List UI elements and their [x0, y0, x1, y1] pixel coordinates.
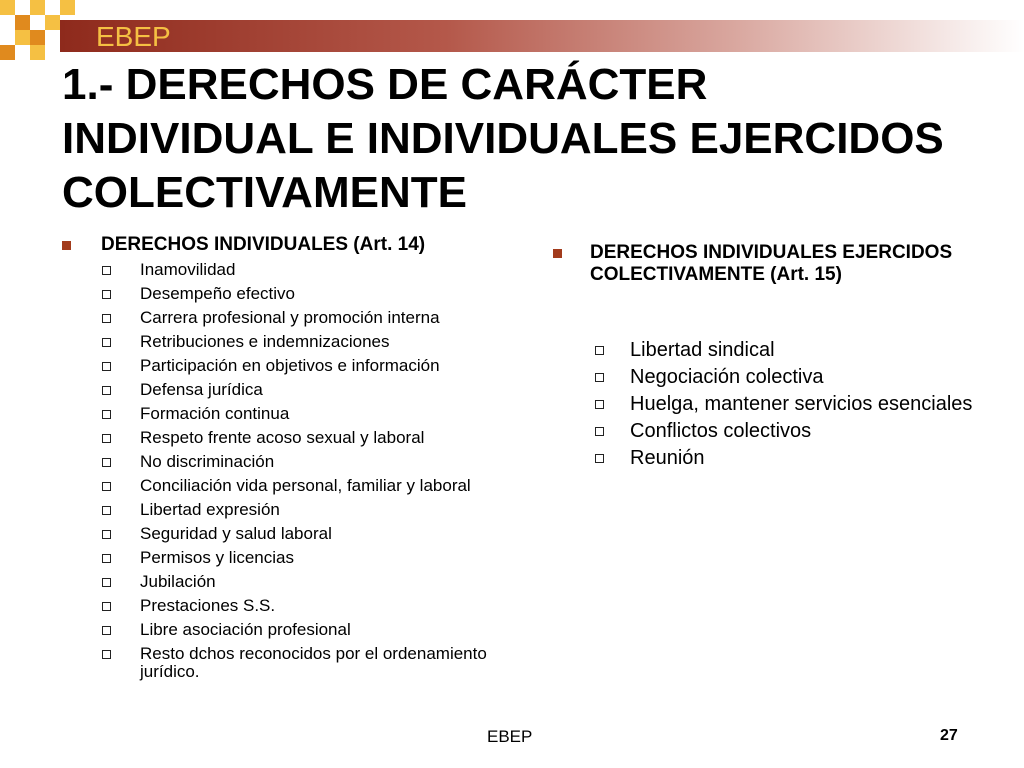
list-item — [595, 340, 973, 361]
hollow-square-bullet-icon — [102, 362, 111, 371]
hollow-square-bullet-icon — [102, 626, 111, 635]
hollow-square-bullet-icon — [102, 458, 111, 467]
list-item-text: Resto dchos reconocidos por el ordenamiento jurídico. — [140, 644, 487, 681]
list-item — [102, 261, 512, 279]
list-item — [102, 525, 512, 543]
list-item — [102, 333, 512, 351]
list-item-text: Respeto frente acoso sexual y laboral — [140, 428, 425, 447]
list-item-text: Seguridad y salud laboral — [140, 524, 332, 543]
hollow-square-bullet-icon — [102, 602, 111, 611]
list-item-text: Libertad sindical — [630, 339, 775, 361]
list-item-text: No discriminación — [140, 452, 275, 471]
list-item — [102, 501, 512, 519]
list-item — [102, 453, 512, 471]
list-item-text: Conciliación vida personal, familiar y laboral — [140, 476, 471, 495]
list-item-text: Jubilación — [140, 572, 216, 591]
list-item-text: Carrera profesional y promoción interna — [140, 308, 440, 327]
list-item — [595, 367, 973, 388]
hollow-square-bullet-icon — [102, 578, 111, 587]
list-item — [102, 597, 512, 615]
footer-label: EBEP — [487, 727, 533, 746]
list-item — [102, 429, 512, 447]
left-list — [102, 261, 512, 681]
page-number: 27 — [940, 727, 958, 744]
left-heading: DERECHOS INDIVIDUALES (Art. 14) — [101, 234, 426, 255]
list-item — [102, 309, 512, 327]
list-item — [102, 621, 512, 639]
right-heading: DERECHOS INDIVIDUALES EJERCIDOS COLECTIVAMENTE (Art. 15) — [590, 242, 953, 285]
hollow-square-bullet-icon — [102, 386, 111, 395]
list-item-text: Formación continua — [140, 404, 290, 423]
list-item-text: Conflictos colectivos — [630, 420, 812, 442]
list-item — [102, 549, 512, 567]
hollow-square-bullet-icon — [595, 400, 604, 409]
list-item — [595, 448, 973, 469]
hollow-square-bullet-icon — [102, 266, 111, 275]
list-item-text: Huelga, mantener servicios esenciales — [630, 393, 973, 415]
list-item-text: Negociación colectiva — [630, 366, 824, 388]
list-item-text: Inamovilidad — [140, 260, 236, 279]
list-item-text: Participación en objetivos e información — [140, 356, 440, 375]
list-item — [102, 645, 512, 681]
list-item-text: Prestaciones S.S. — [140, 596, 276, 615]
list-item-text: Permisos y licencias — [140, 548, 294, 567]
left-heading-item — [62, 234, 512, 256]
list-item — [102, 405, 512, 423]
hollow-square-bullet-icon — [102, 338, 111, 347]
list-item — [595, 421, 973, 442]
list-item-text: Libertad expresión — [140, 500, 280, 519]
hollow-square-bullet-icon — [595, 427, 604, 436]
list-item — [595, 394, 973, 415]
hollow-square-bullet-icon — [102, 530, 111, 539]
hollow-square-bullet-icon — [102, 482, 111, 491]
hollow-square-bullet-icon — [102, 410, 111, 419]
hollow-square-bullet-icon — [595, 454, 604, 463]
list-item — [102, 573, 512, 591]
hollow-square-bullet-icon — [102, 554, 111, 563]
hollow-square-bullet-icon — [102, 650, 111, 659]
hollow-square-bullet-icon — [102, 290, 111, 299]
hollow-square-bullet-icon — [595, 346, 604, 355]
list-item-text: Desempeño efectivo — [140, 284, 295, 303]
list-item — [102, 477, 512, 495]
list-item — [102, 357, 512, 375]
header-band — [60, 20, 1024, 52]
list-item-text: Retribuciones e indemnizaciones — [140, 332, 390, 351]
header-label: EBEP — [96, 21, 171, 52]
list-item-text: Defensa jurídica — [140, 380, 263, 399]
hollow-square-bullet-icon — [102, 314, 111, 323]
hollow-square-bullet-icon — [102, 434, 111, 443]
hollow-square-bullet-icon — [102, 506, 111, 515]
hollow-square-bullet-icon — [595, 373, 604, 382]
left-column — [62, 234, 512, 687]
list-item — [102, 381, 512, 399]
list-item-text: Libre asociación profesional — [140, 620, 351, 639]
list-item-text: Reunión — [630, 447, 705, 469]
right-list — [595, 340, 973, 469]
right-column — [553, 242, 973, 475]
square-bullet-icon — [553, 249, 562, 258]
square-bullet-icon — [62, 241, 71, 250]
slide-title: 1.- DERECHOS DE CARÁCTER INDIVIDUAL E INDIVIDUALES EJERCIDOS COLECTIVAMENTE — [62, 60, 944, 217]
list-item — [102, 285, 512, 303]
right-heading-item — [553, 242, 973, 286]
